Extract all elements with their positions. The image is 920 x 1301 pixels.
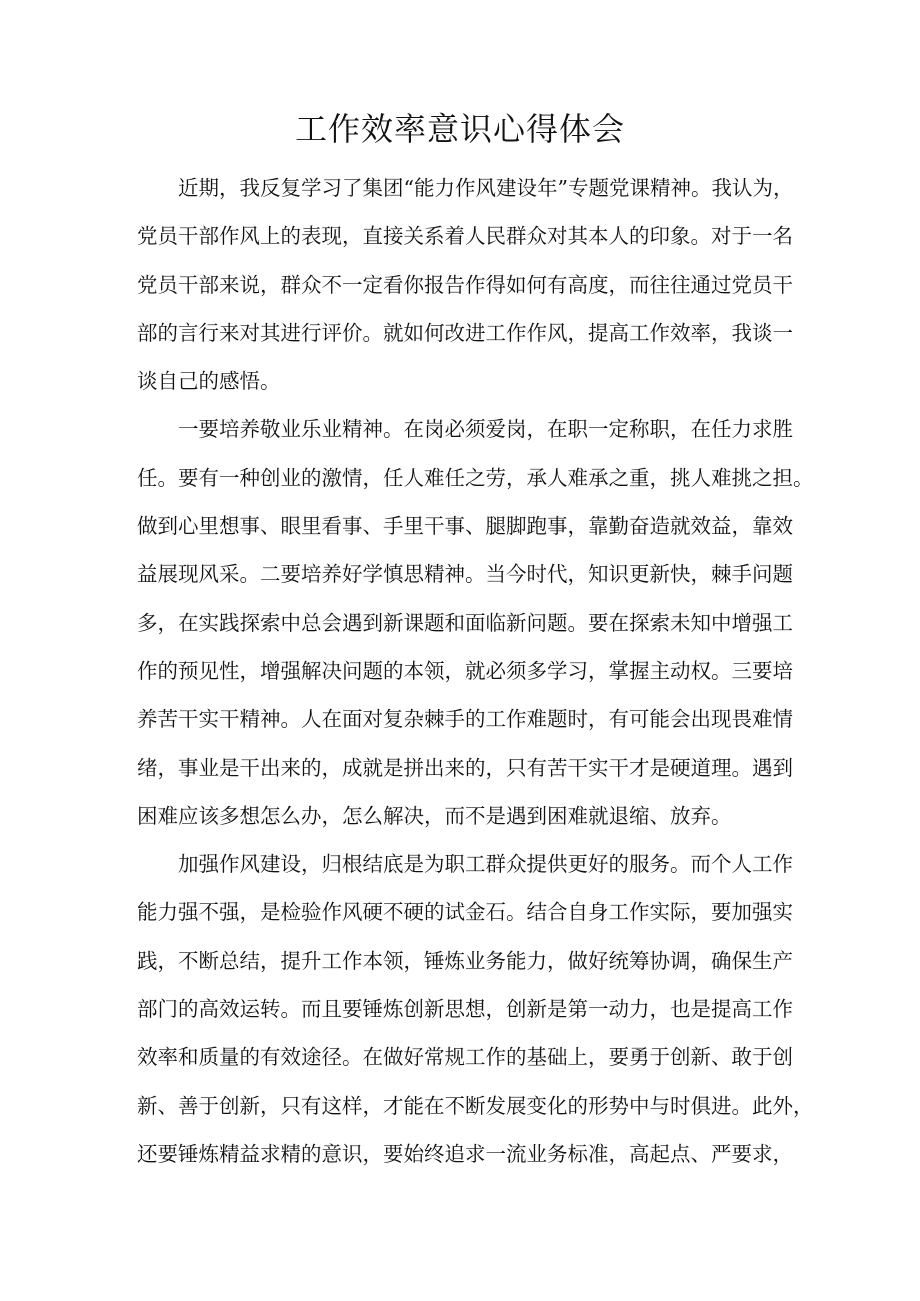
paragraph-line: 谈自己的感悟。 [137,369,281,394]
document-title: 工作效率意识心得体会 [294,110,625,148]
paragraph-line: 一要培养敬业乐业精神。在岗必须爱岗，在职一定称职，在任力求胜 [178,417,793,442]
paragraph-line: 部门的高效运转。而且要锤炼创新思想，创新是第一动力，也是提高工作 [137,997,793,1022]
paragraph-line: 任。要有一种创业的激情，任人难任之劳，承人难承之重，挑人难挑之担。 [137,465,814,490]
paragraph-line: 还要锤炼精益求精的意识，要始终追求一流业务标准，高起点、严要求， [137,1141,793,1166]
paragraph-3 [137,840,814,1178]
paragraph-line: 做到心里想事、眼里看事、手里干事、腿脚跑事，靠勤奋造就效益，靠效 [137,514,793,539]
paragraph-line: 近期，我反复学习了集团“能力作风建设年”专题党课精神。我认为， [178,176,794,200]
paragraph-line: 践，不断总结，提升工作本领，锤炼业务能力，做好统筹协调，确保生产 [137,948,793,973]
paragraph-line: 作的预见性，增强解决问题的本领，就必须多学习，掌握主动权。三要培 [137,658,793,683]
paragraph-line: 能力强不强，是检验作风硬不硬的试金石。结合自身工作实际，要加强实 [137,900,793,925]
paragraph-1 [137,164,794,405]
paragraph-line: 党员干部作风上的表现，直接关系着人民群众对其本人的印象。对于一名 [137,224,793,249]
paragraph-line: 多，在实践探索中总会遇到新课题和面临新问题。要在探索未知中增强工 [137,610,793,635]
paragraph-line: 党员干部来说，群众不一定看你报告作得如何有高度，而往往通过党员干 [137,272,793,297]
document-body [137,164,814,1178]
paragraph-line: 益展现风采。二要培养好学慎思精神。当今时代，知识更新快，棘手问题 [137,562,793,587]
paragraph-2 [137,405,814,840]
paragraph-line: 养苦干实干精神。人在面对复杂棘手的工作难题时，有可能会出现畏难情 [137,707,793,732]
paragraph-line: 部的言行来对其进行评价。就如何改进工作作风，提高工作效率，我谈一 [137,320,793,345]
paragraph-line: 困难应该多想怎么办，怎么解决，而不是遇到困难就退缩、放弃。 [137,803,732,828]
paragraph-line: 新、善于创新，只有这样，才能在不断发展变化的形势中与时俱进。此外， [137,1093,814,1118]
paragraph-line: 效率和质量的有效途径。在做好常规工作的基础上，要勇于创新、敢于创 [137,1045,793,1070]
paragraph-line: 绪，事业是干出来的，成就是拼出来的，只有苦干实干才是硬道理。遇到 [137,755,793,780]
paragraph-line: 加强作风建设，归根结底是为职工群众提供更好的服务。而个人工作 [178,852,793,877]
